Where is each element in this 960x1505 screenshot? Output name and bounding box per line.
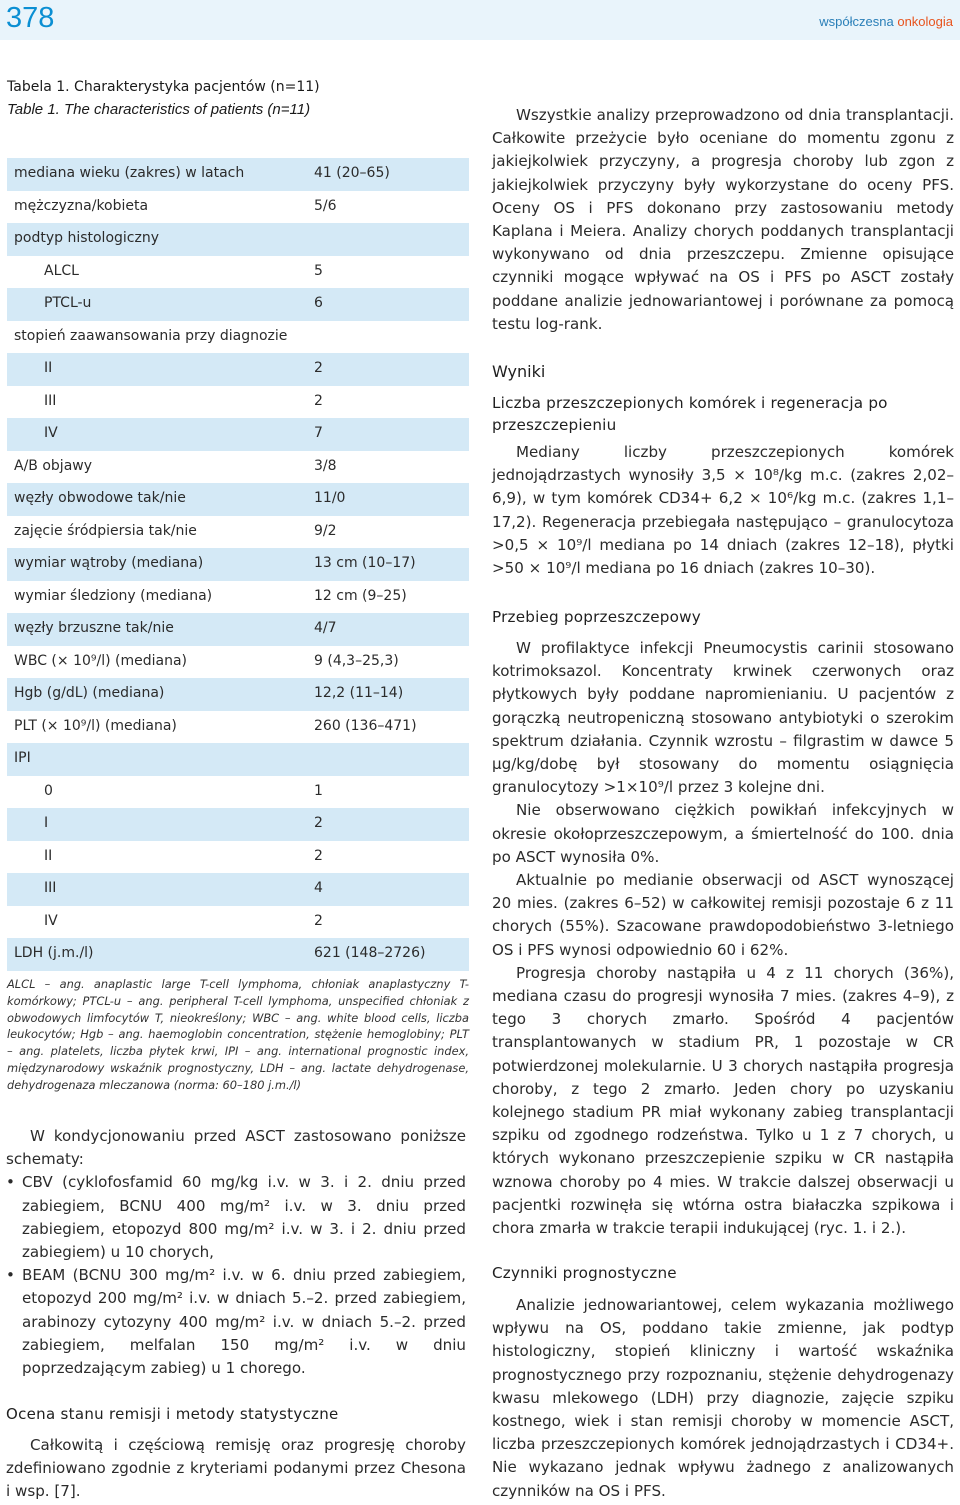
row-label: stopień zaawansowania przy diagnozie: [14, 327, 288, 344]
course-paragraph-4: Progresja choroby nastąpiła u 4 z 11 chorych (36%), mediana czasu do progresji wynosiła 7 mies. (zakres 4–9), z tego 3 chorych zmarło. Spośród 4 pacjentów transplantowanych w stadium PR, 1 pozostaje w CR potwierdzonej molekularnie. U 3 chorych nastąpiła progresja choroby, z tego 2 zmarło. Jeden chory po uzyskaniu kolejnego stadium PR miał wykonany zabieg transplantacji szpiku od zgodnego rodzeństwa. Tylko u 1 z 7 chorych, u których wykonano przeszczepienie szpiku w CR nastąpiła wznowa choroby po 4 mies. W trakcie dalszej obserwacji u pacjentki rozwinęła się wtórna ostra białaczka szpikowa i chora zmarła w trakcie terapii indukującej (ryc. 1. i 2.).: [492, 963, 954, 1238]
row-label: mediana wieku (zakres) w latach: [14, 165, 245, 181]
row-label: wymiar wątroby (mediana): [14, 555, 204, 571]
table-row: [7, 321, 469, 354]
table-caption-en: Table 1. The characteristics of patients (n=11): [7, 101, 311, 118]
prognostic-paragraph: Analizie jednowariantowej, celem wykazania możliwego wpływu na OS, poddano takie zmienne, jak podtyp histologiczny, stopień kliniczny i wartość wskaźnika prognostycznego przy rozpoznaniu, stężenie dehydrogenazy kwasu mlekowego (LDH) przy diagnozie, zajęcie szpiku kostnego, wiek i stan remisji choroby w momencie ASCT, liczba przeszczepionych komórek jednojądrzastych i CD34+. Nie wykazano jednak wpływu żadnego z analizowanych czynników na OS i PFS.: [492, 1296, 954, 1500]
row-label: II: [44, 847, 53, 864]
table-row: [7, 158, 469, 191]
row-label: PLT (× 10⁹/l) (mediana): [14, 717, 177, 734]
row-label: WBC (× 10⁹/l) (mediana): [14, 652, 187, 669]
row-label: ALCL: [44, 262, 79, 279]
subheading-prognostic-factors: Czynniki prognostyczne: [492, 1264, 677, 1282]
row-label: II: [44, 360, 53, 376]
row-label: PTCL-u: [44, 295, 92, 311]
row-value: 2: [314, 815, 323, 831]
table-row: [7, 516, 469, 549]
row-label: węzły brzuszne tak/nie: [14, 620, 174, 636]
row-label: A/B objawy: [14, 457, 93, 474]
section-heading-remission: Ocena stanu remisji i metody statystyczne: [6, 1405, 339, 1423]
table-row: [7, 386, 469, 419]
row-label: III: [44, 880, 57, 896]
row-label: węzły obwodowe tak/nie: [14, 490, 186, 506]
remission-paragraph: Całkowitą i częściową remisję oraz progresję choroby zdefiniowano zgodnie z kryteriami podanymi przez Chesona i wsp. [7].: [6, 1436, 466, 1501]
table-row: [7, 256, 469, 289]
row-value: 9/2: [314, 522, 337, 539]
page-number: 378: [6, 2, 55, 34]
left-column-text: [6, 1125, 466, 1380]
row-label: Hgb (g/dL) (mediana): [14, 685, 165, 701]
row-value: 12 cm (9–25): [314, 587, 407, 604]
row-label: IPI: [14, 750, 31, 766]
table-row: [7, 288, 469, 321]
table-row: [7, 451, 469, 484]
table-row: [7, 581, 469, 614]
table-row: [7, 873, 469, 906]
row-value: 41 (20–65): [314, 165, 390, 181]
subheading-post-transplant: Przebieg poprzeszczepowy: [492, 608, 701, 626]
table-row: [7, 841, 469, 874]
row-value: 5: [314, 262, 323, 279]
right-column-intro: [492, 104, 954, 336]
cells-paragraph: Mediany liczby przeszczepionych komórek jednojądrzastych wynosiły 3,5 × 10⁸/kg m.c. (zakres 2,02–6,9), w tym komórek CD34+ 6,2 × 10⁶/kg m.c. (zakres 1,1–17,2). Regeneracja przebiegała następująco – granulocytoza >0,5 × 10⁹/l mediana po 14 dniach (zakres 12–18), płytki >50 × 10⁹/l mediana po 16 dniach (zakres 10–30).: [492, 443, 954, 578]
patient-characteristics-table: [7, 158, 469, 971]
section-heading-results: Wyniki: [492, 362, 546, 381]
row-value: 2: [314, 847, 323, 864]
row-value: 12,2 (11–14): [314, 685, 404, 701]
row-value: 2: [314, 360, 323, 376]
table-row: [7, 938, 469, 971]
table-row: [7, 613, 469, 646]
row-label: mężczyzna/kobieta: [14, 197, 149, 214]
table-row: [7, 743, 469, 776]
journal-name: [819, 14, 953, 29]
row-label: III: [44, 392, 57, 409]
table-caption-pl: Tabela 1. Charakterystyka pacjentów (n=11): [7, 79, 320, 95]
row-value: 260 (136–471): [314, 717, 417, 734]
course-paragraph-1: W profilaktyce infekcji Pneumocystis carinii stosowano kotrimoksazol. Koncentraty krwinek czerwonych oraz płytkowych były poddane napromienianiu. U pacjentów z gorączką neutropeniczną stosowano antybiotyki o szerokim spektrum działania. Czynnik wzrostu – filgrastim w dawce 5 µg/kg/dobę był stosowany do momentu osiągnięcia granulocytozy >1×10⁹/l przez 3 kolejne dni.: [492, 639, 954, 797]
row-value: 2: [314, 912, 323, 929]
table-row: [7, 548, 469, 581]
row-value: 2: [314, 392, 323, 409]
row-value: 13 cm (10–17): [314, 555, 416, 571]
table-row: [7, 191, 469, 224]
row-label: podtyp histologiczny: [14, 230, 159, 246]
row-label: IV: [44, 425, 58, 441]
row-value: 11/0: [314, 490, 346, 506]
row-value: 621 (148–2726): [314, 945, 426, 961]
table-row: [7, 711, 469, 744]
row-label: wymiar śledziony (mediana): [14, 587, 213, 604]
conditioning-intro: W kondycjonowaniu przed ASCT zastosowano poniższe schematy:: [6, 1127, 466, 1169]
right-column-course: [492, 637, 954, 1240]
table-row: [7, 418, 469, 451]
table-footnote: ALCL – ang. anaplastic large T-cell lymphoma, chłoniak anaplastyczny T-komórkowy; PTCL-u – ang. peripheral T-cell lymphoma, unspecified chłoniak z obwodowych limfocytów T, nieokreślony; WBC – ang. white blood cells, liczba leukocytów; Hgb – ang. haemoglobin concentration, stężenie hemoglobiny; PLT – ang. platelets, liczba płytek krwi, IPI – ang. international prognostic index, międzynarodowy wskaźnik prognostyczny, LDH – ang. lactate dehydrogenase, dehydrogenaza mleczanowa (norma: 60–180 j.m./l): [7, 977, 469, 1092]
table-row: [7, 646, 469, 679]
row-value: 9 (4,3–25,3): [314, 652, 399, 669]
journal-name-part2: onkologia: [897, 14, 953, 29]
row-label: 0: [44, 782, 53, 799]
row-label: I: [44, 815, 49, 831]
row-label: LDH (j.m./l): [14, 945, 94, 961]
table-row: [7, 483, 469, 516]
table-row: [7, 776, 469, 809]
page-header: [0, 0, 960, 40]
conditioning-bullet-beam: • BEAM (BCNU 300 mg/m² i.v. w 6. dniu przed zabiegiem, etopozyd 200 mg/m² i.v. w dniach 5.–2. przed zabiegiem, arabinozy cytozyny 400 mg/m² i.v. w dniach 5.–2. przed zabiegiem, melfalan 150 mg/m² i.v. w dniu poprzedzającym zabieg) u 1 chorego.: [6, 1264, 466, 1380]
table-row: [7, 906, 469, 939]
row-label: IV: [44, 912, 58, 929]
row-value: 4: [314, 880, 323, 896]
table-row: [7, 808, 469, 841]
table-row: [7, 678, 469, 711]
row-value: 5/6: [314, 197, 337, 214]
row-value: 3/8: [314, 457, 337, 474]
conditioning-bullet-cbv: • CBV (cyklofosfamid 60 mg/kg i.v. w 3. i 2. dniu przed zabiegiem, BCNU 400 mg/m² i.v. w 3. dniu przed zabiegiem, etopozyd 800 mg/m² i.v. w 3. i 2. dniu przed zabiegiem) u 10 chorych,: [6, 1171, 466, 1264]
row-value: 1: [314, 782, 323, 799]
right-column-prognostic: [492, 1294, 954, 1503]
table-row: [7, 353, 469, 386]
right-column-cells: [492, 441, 954, 580]
analysis-paragraph: Wszystkie analizy przeprowadzono od dnia transplantacji. Całkowite przeżycie było oceniane do momentu zgonu z jakiejkolwiek przyczyny, a progresja choroby lub zgon z jakiejkolwiek przyczyny były wykorzystane do oceny PFS. Oceny OS i PFS dokonano przy zastosowaniu metody Kaplana i Meiera. Analizy chorych poddanych transplantacji wykonywano od dnia przeszczepu. Zmienne opisujące czynniki mogące wpływać na OS i PFS po ASCT zostały poddane analizie jednowariantowej i porównane za pomocą testu log-rank.: [492, 106, 954, 333]
table-row: [7, 223, 469, 256]
row-value: 4/7: [314, 620, 337, 636]
course-paragraph-2: Nie obserwowano ciężkich powikłań infekcyjnych w okresie okołoprzeszczepowym, a śmiertelność do 100. dnia po ASCT wynosiła 0%.: [492, 801, 954, 866]
row-value: 6: [314, 295, 323, 311]
journal-name-part1: współczesna: [819, 14, 898, 29]
row-label: zajęcie śródpiersia tak/nie: [14, 522, 197, 539]
subheading-transplanted-cells: Liczba przeszczepionych komórek i regeneracja po przeszczepieniu: [492, 394, 888, 434]
course-paragraph-3: Aktualnie po medianie obserwacji od ASCT wynoszącej 20 mies. (zakres 6–52) w całkowitej remisji pozostaje 6 z 11 chorych (55%). Szacowane prawdopodobieństwo 3-letniego OS i PFS wynosi odpowiednio 60 i 62%.: [492, 871, 954, 959]
row-value: 7: [314, 425, 323, 441]
left-column-text-2: [6, 1434, 466, 1504]
